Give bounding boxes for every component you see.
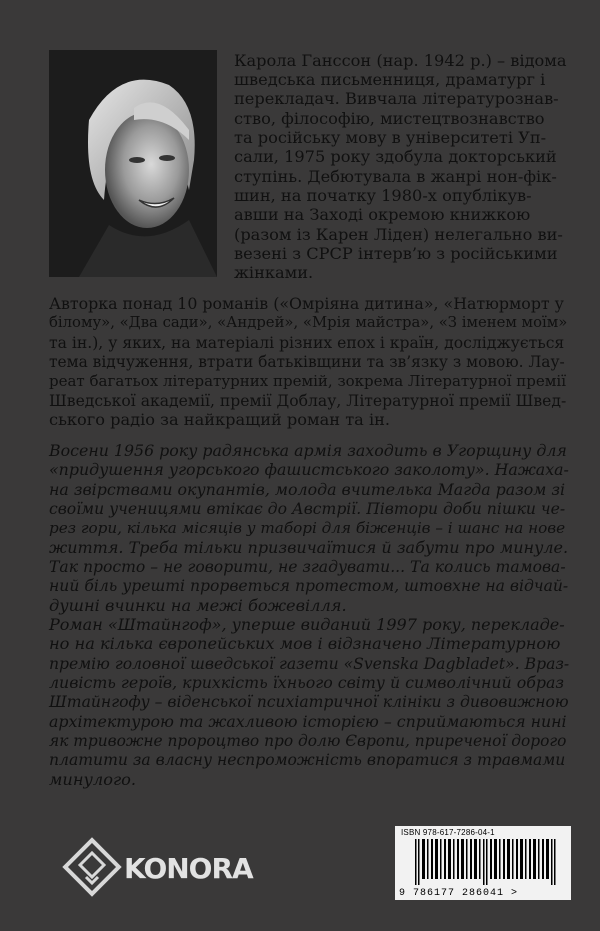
synopsis-line: «придушення угорського фашистського заколоту». Нажаха-	[49, 460, 569, 479]
bio-line: перекладач. Вивчала літературознав-	[234, 89, 559, 108]
synopsis-line: Восени 1956 року радянська армія заходить в Угорщину для	[49, 441, 567, 460]
synopsis-line: душні вчинки на межі божевілля.	[49, 596, 347, 615]
bio-line: та російську мову в університеті Уп-	[234, 128, 547, 147]
awards-line: тема відчуження, втрати батьківщини та зв’язку з мовою. Лау-	[49, 353, 565, 371]
synopsis-line: платити за власну неспроможність впоратися з травмами	[49, 751, 566, 769]
synopsis-line: як тривожне пророцтво про долю Європи, приреченої дорого	[49, 732, 567, 750]
synopsis-line: життя. Треба тільки призвичаїтися й забути про минуле.	[49, 538, 569, 557]
synopsis-line: архітектурою та жахливою історією – сприймаються нині	[49, 712, 567, 731]
author-photo	[49, 50, 217, 277]
isbn-text: ISBN 978-617-7286-04-1	[401, 828, 495, 837]
synopsis-line: ний біль урешті прорветься протестом, штовхне на відчай-	[49, 577, 569, 595]
synopsis-line: минулого.	[49, 770, 137, 789]
awards-line: реат багатьох літературних премій, зокрема Літературної премії	[49, 372, 566, 390]
synopsis-line: Штайнгофу – віденської психіатричної клініки з дивовижною	[49, 693, 569, 711]
synopsis-line: своїми ученицями втікає до Австрії. Півтори доби пішки че-	[49, 500, 566, 518]
diamond-emblem-icon	[62, 837, 121, 896]
bio-line: сали, 1975 року здобула докторський	[234, 147, 557, 166]
bio-line: шин, на початку 1980-х опублікув-	[234, 186, 532, 205]
barcode-digits: 9 786177 286041 >	[399, 888, 519, 899]
synopsis-line: рез гори, кілька місяців у таборі для біженців – і шанс на нове	[49, 519, 566, 537]
bio-line: ство, філософію, мистецтвознавство	[234, 109, 545, 128]
synopsis-line: но на кілька європейських мов і відзначено Літературною	[49, 634, 561, 653]
awards-line: ського радіо за найкращий роман та ін.	[49, 410, 391, 429]
author-portrait-graphic	[49, 50, 217, 277]
publisher-name: KONORA	[124, 852, 253, 885]
bio-line: жінками.	[234, 263, 314, 282]
bio-line: ступінь. Дебютувала в жанрі нон-фік-	[234, 167, 557, 186]
synopsis-line: на звірствами окупантів, молода вчителька Магда разом зі	[49, 480, 566, 499]
synopsis-line: Роман «Штайнгоф», уперше виданий 1997 року, перекладе-	[49, 615, 565, 634]
awards-line: та ін.), у яких, на матеріалі різних епох і країн, досліджується	[49, 334, 565, 352]
bio-line: шведська письменниця, драматург і	[234, 70, 546, 89]
awards-line: білому», «Два сади», «Андрей», «Мрія майстра», «З іменем моїм»	[49, 314, 568, 331]
bio-line: везені з СРСР інтерв’ю з російськими	[234, 244, 558, 263]
synopsis-line: Так просто – не говорити, не згадувати... Та колись тамова-	[49, 558, 566, 576]
bio-line: Карола Ганссон (нар. 1942 р.) – відома	[234, 51, 567, 70]
publisher-logo-graphic	[62, 836, 262, 898]
awards-line: Авторка понад 10 романів («Омріяна дитина», «Натюрморт у	[49, 294, 564, 313]
synopsis-line: ливість героїв, крихкість їхнього світу й символічний образ	[49, 673, 565, 692]
bio-line: авши на Заході окремою книжкою	[234, 205, 531, 224]
bio-line: (разом із Карен Ліден) нелегально ви-	[234, 225, 563, 244]
synopsis-line: премію головної шведської газети «Svenska Dagbladet». Враз-	[49, 655, 570, 673]
publisher-logo	[62, 836, 262, 898]
awards-line: Шведської академії, премії Доблау, Літературної премії Швед-	[49, 392, 567, 410]
isbn-barcode	[395, 826, 571, 900]
barcode-bars	[415, 839, 560, 885]
